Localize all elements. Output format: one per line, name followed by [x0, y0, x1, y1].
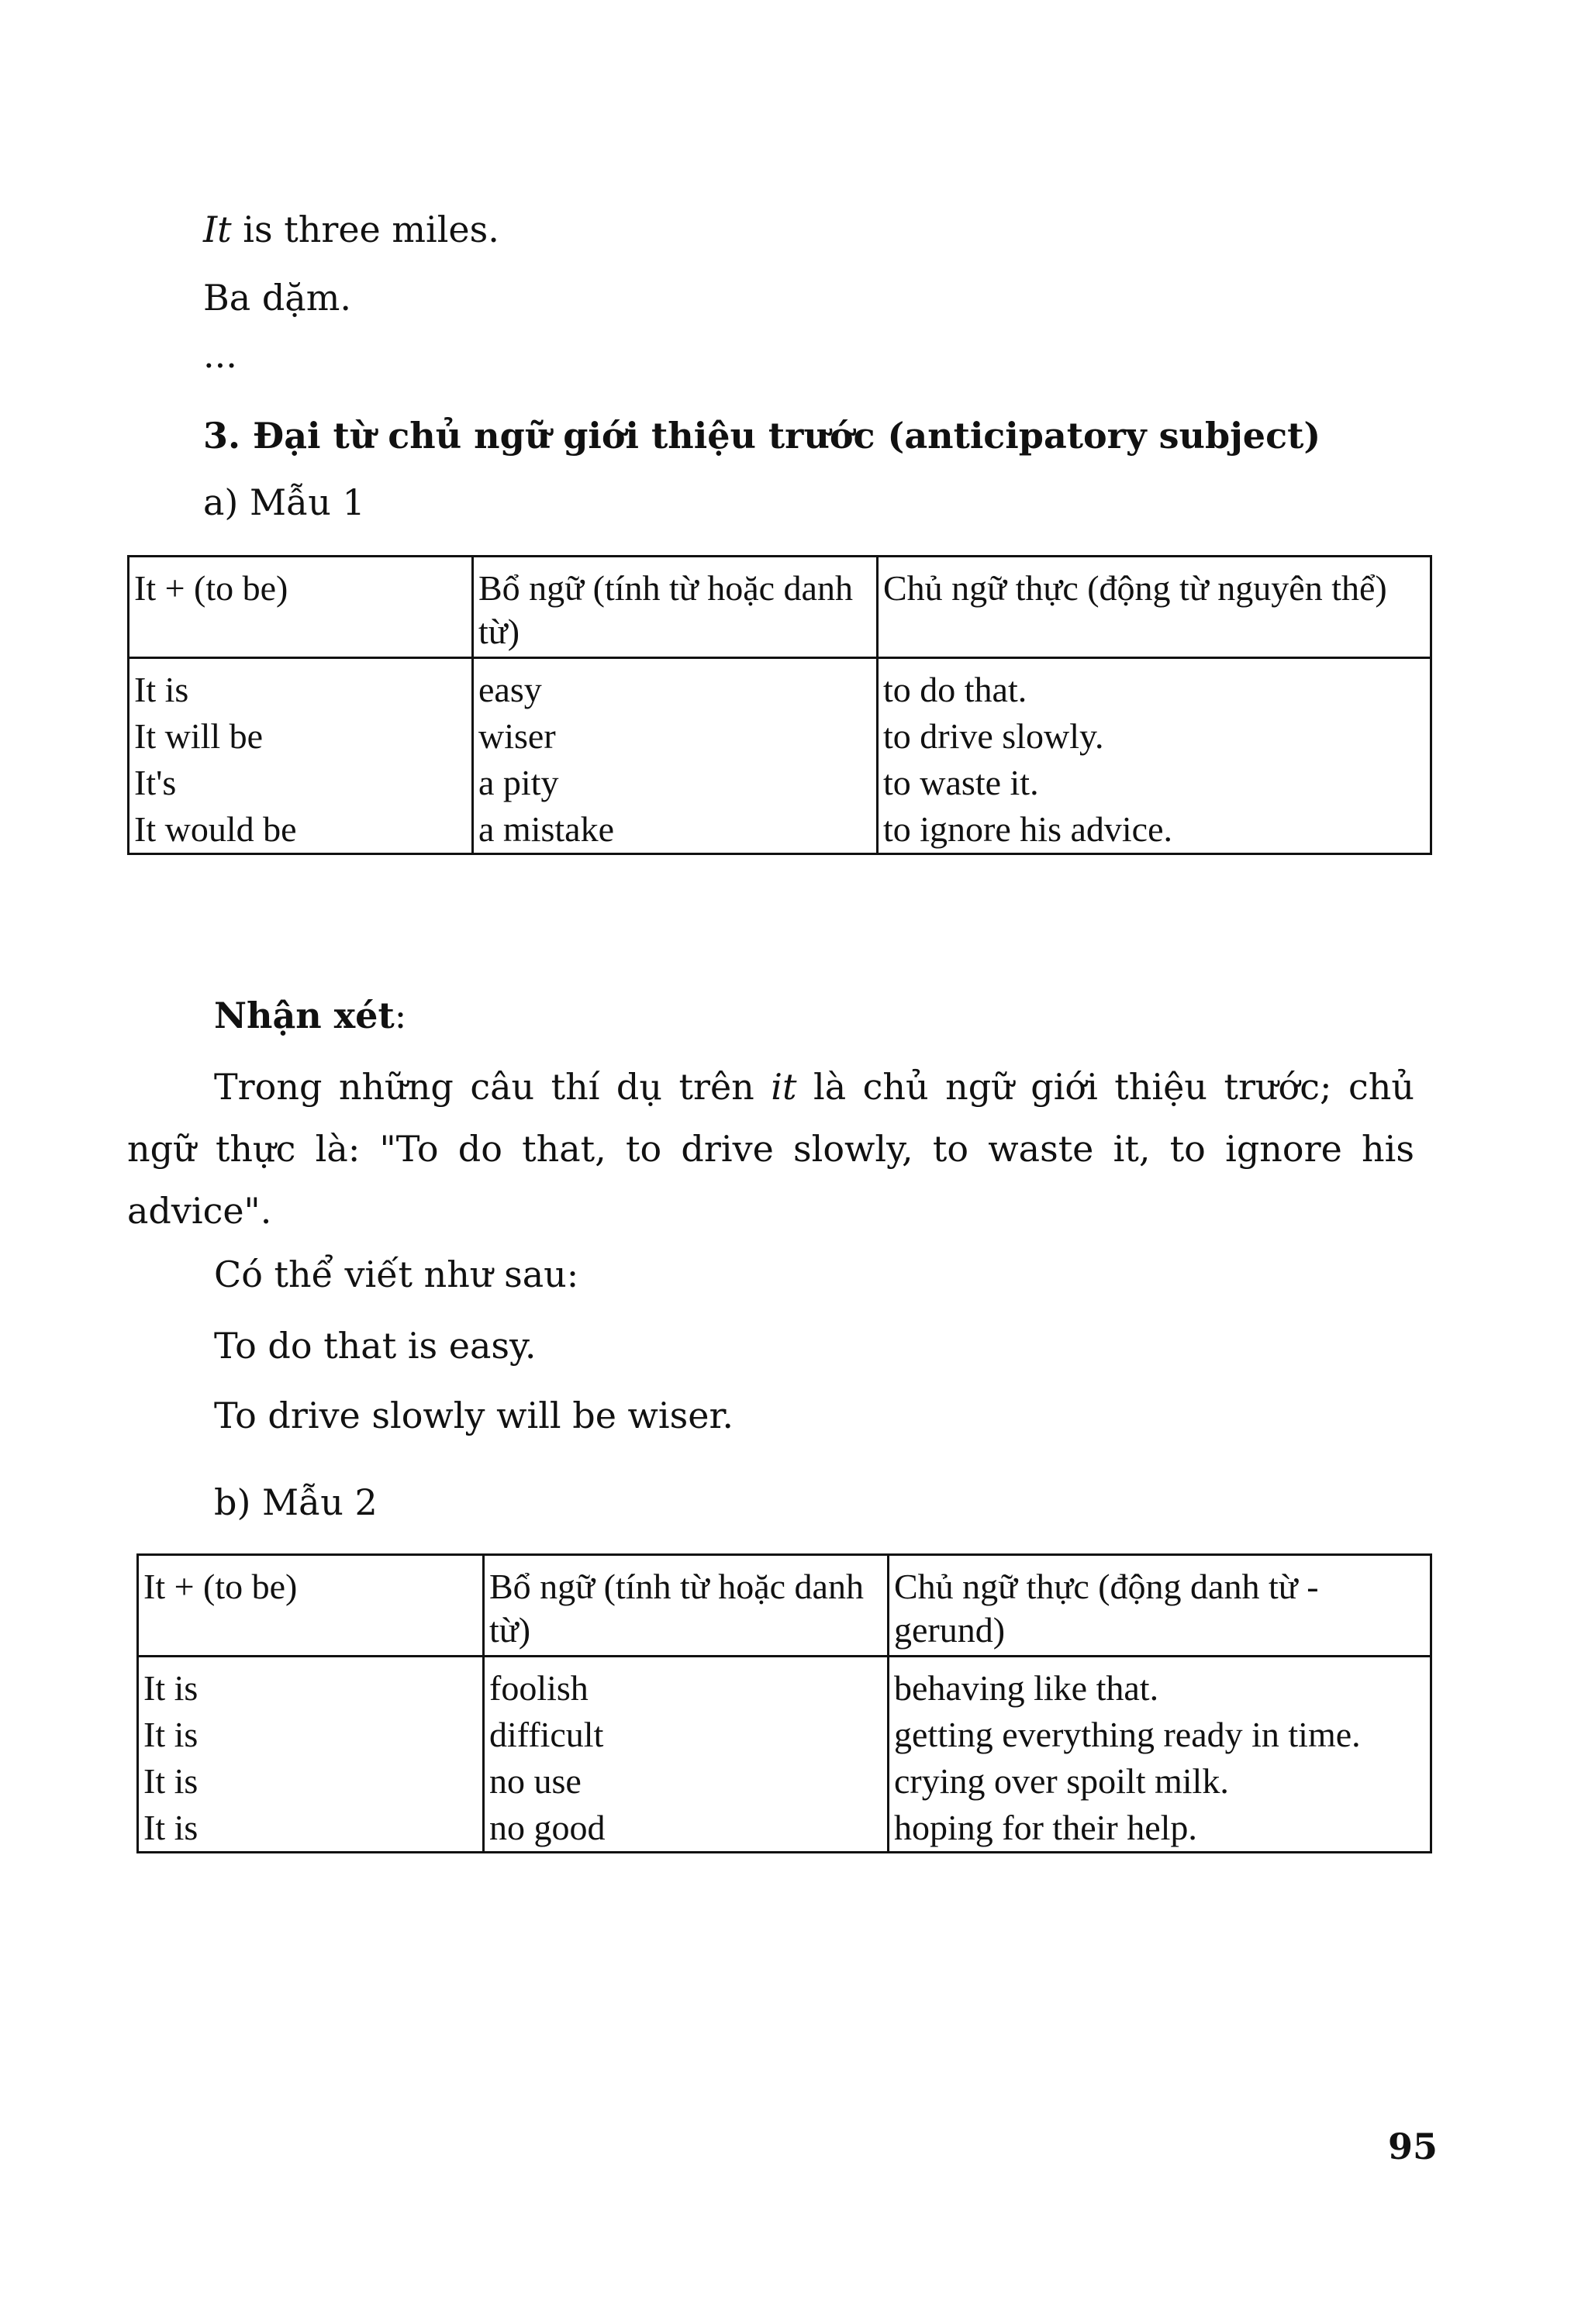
table-row: [138, 1805, 1431, 1853]
pattern-2-label: b) Mẫu 2: [214, 1481, 378, 1523]
remark-colon: :: [394, 995, 407, 1036]
table-cell: getting everything ready in time.: [889, 1712, 1431, 1758]
remark-heading: [214, 994, 406, 1037]
table-cell: It is: [138, 1805, 484, 1853]
table-cell: behaving like that.: [889, 1657, 1431, 1712]
table-cell: It is: [138, 1657, 484, 1712]
table-cell: no good: [484, 1805, 889, 1853]
table-cell: to ignore his advice.: [878, 806, 1431, 854]
remark-alt-intro: Có thể viết như sau:: [214, 1253, 579, 1295]
table-header-cell: Chủ ngữ thực (động từ nguyên thể): [878, 557, 1431, 658]
table-cell: It is: [138, 1758, 484, 1805]
table-cell: easy: [473, 658, 878, 714]
intro-line-1-rest: is three miles.: [231, 209, 499, 250]
remark-paragraph-part-1: Trong những câu thí dụ trên: [214, 1066, 772, 1108]
table-header-cell: Bổ ngữ (tính từ hoặc danh từ): [484, 1555, 889, 1657]
table-header-cell: Bổ ngữ (tính từ hoặc danh từ): [473, 557, 878, 658]
remark-title: Nhận xét: [214, 995, 395, 1036]
remark-paragraph: [127, 1056, 1414, 1242]
table-row: [129, 658, 1431, 714]
intro-line-1: [203, 208, 499, 251]
table-row: [138, 1712, 1431, 1758]
remark-paragraph-it: it: [771, 1066, 797, 1108]
table-cell: It would be: [129, 806, 473, 854]
table-cell: a mistake: [473, 806, 878, 854]
table-cell: to do that.: [878, 658, 1431, 714]
remark-paragraph-part-2: là chủ ngữ giới thiệu trước; chủ ngữ thực là: "To do that, to drive slowly, to waste it, to ignore his advice".: [127, 1066, 1415, 1232]
table-cell: foolish: [484, 1657, 889, 1712]
table-row: [138, 1758, 1431, 1805]
table-row: [129, 760, 1431, 806]
intro-ellipsis: ...: [203, 334, 237, 376]
table-row: [138, 1657, 1431, 1712]
table-cell: to waste it.: [878, 760, 1431, 806]
table-cell: a pity: [473, 760, 878, 806]
intro-line-2: Ba dặm.: [203, 277, 351, 319]
pattern-1-table: [127, 555, 1432, 855]
table-cell: crying over spoilt milk.: [889, 1758, 1431, 1805]
table-header-cell: Chủ ngữ thực (động danh từ - gerund): [889, 1555, 1431, 1657]
table-cell: wiser: [473, 713, 878, 760]
table-header-cell: It + (to be): [138, 1555, 484, 1657]
table-cell: to drive slowly.: [878, 713, 1431, 760]
page-number: 95: [1388, 2126, 1438, 2167]
table-cell: It will be: [129, 713, 473, 760]
table-row: [129, 713, 1431, 760]
table-cell: difficult: [484, 1712, 889, 1758]
pattern-1-label: a) Mẫu 1: [203, 481, 365, 523]
remark-example-1: To do that is easy.: [214, 1325, 537, 1367]
section-3-title: 3. Đại từ chủ ngữ giới thiệu trước (anticipatory subject): [203, 415, 1321, 457]
table-header-row: [138, 1555, 1431, 1657]
table-header-cell: It + (to be): [129, 557, 473, 658]
remark-example-2: To drive slowly will be wiser.: [214, 1395, 734, 1436]
table-cell: hoping for their help.: [889, 1805, 1431, 1853]
table-row: [129, 806, 1431, 854]
table-header-row: [129, 557, 1431, 658]
table-cell: It is: [129, 658, 473, 714]
intro-subject-it: It: [203, 209, 232, 250]
table-cell: It's: [129, 760, 473, 806]
pattern-2-table: [136, 1553, 1432, 1853]
table-cell: no use: [484, 1758, 889, 1805]
table-cell: It is: [138, 1712, 484, 1758]
